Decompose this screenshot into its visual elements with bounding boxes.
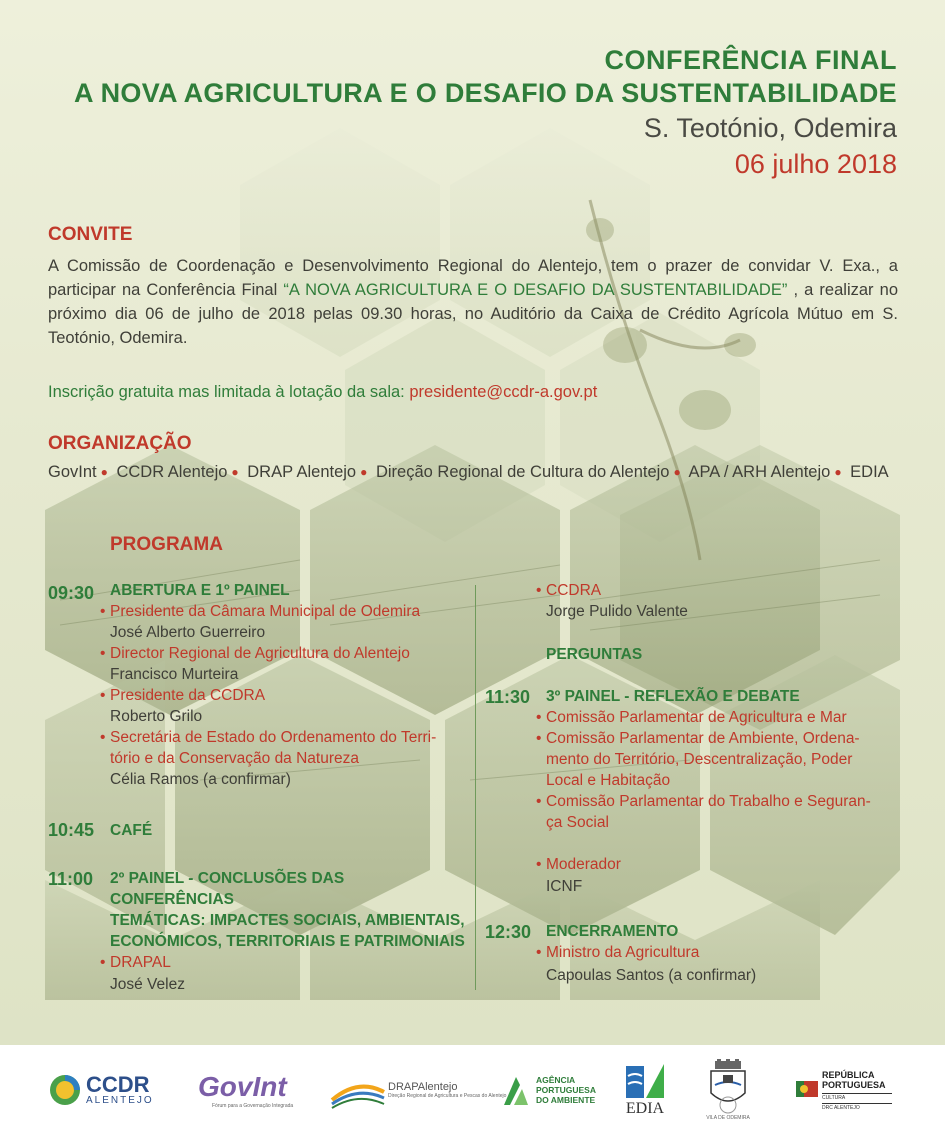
panel-member-cont: Local e Habitação xyxy=(546,772,671,789)
panel-member: • Comissão Parlamentar do Trabalho e Seguran- xyxy=(546,791,896,812)
time-1100: 11:00 xyxy=(48,869,94,889)
republica-line4: DRC ALENTEJO xyxy=(822,1104,860,1111)
speaker-name: Francisco Murteira xyxy=(110,666,239,683)
govint-logo xyxy=(198,1057,293,1123)
session-abertura xyxy=(110,580,470,790)
govint-sub: Fórum para a Governação Integrada xyxy=(212,1103,294,1109)
session-cafe xyxy=(110,820,152,841)
ccdr-sub: ALENTEJO xyxy=(86,1094,154,1106)
speaker-role: • Secretária de Estado do Ordenamento do Terri- xyxy=(110,727,470,748)
speaker-name: José Alberto Guerreiro xyxy=(110,624,266,641)
speaker-name: Roberto Grilo xyxy=(110,708,203,725)
moderator-role: • Moderador xyxy=(546,854,896,875)
apa-line2: PORTUGUESA xyxy=(536,1085,596,1095)
apa-line3: DO AMBIENTE xyxy=(536,1095,596,1105)
session-encerramento xyxy=(546,921,896,986)
time-1045: 10:45 xyxy=(48,820,95,840)
session-heading-cont: TEMÁTICAS: IMPACTES SOCIAIS, AMBIENTAIS, xyxy=(110,912,465,929)
speaker-role: • CCDRA xyxy=(546,580,896,601)
time-0930: 09:30 xyxy=(48,583,95,603)
drap-logo xyxy=(330,1057,506,1123)
event-date: 06 julho 2018 xyxy=(734,149,897,179)
bullet-icon: ● xyxy=(231,465,239,479)
ccdr-logo xyxy=(48,1057,154,1123)
speaker-name: Jorge Pulido Valente xyxy=(546,603,688,620)
apa-leaf-icon xyxy=(500,1073,530,1107)
speaker-role: • Presidente da CCDRA xyxy=(110,685,470,706)
bullet-icon: ● xyxy=(360,465,368,479)
session-heading: ENCERRAMENTO xyxy=(546,923,679,940)
edia-logo xyxy=(624,1057,666,1123)
panel-member-cont: ça Social xyxy=(546,814,609,831)
edia-emblem-icon xyxy=(624,1062,666,1100)
speaker-role: • Director Regional de Agricultura do Alentejo xyxy=(110,643,470,664)
organizer-item: DRAP Alentejo xyxy=(247,463,357,481)
speaker-name: Capoulas Santos (a confirmar) xyxy=(546,967,757,984)
registration-email-link[interactable]: presidente@ccdr-a.gov.pt xyxy=(409,383,598,401)
convite-title: CONVITE xyxy=(48,224,133,245)
speaker-role: • Presidente da Câmara Municipal de Odemira xyxy=(110,601,470,622)
convite-conference-name: “A NOVA AGRICULTURA E O DESAFIO DA SUSTENTABILIDADE” xyxy=(283,281,788,299)
panel-member: • Comissão Parlamentar de Agricultura e Mar xyxy=(546,707,896,728)
conference-label: CONFERÊNCIA FINAL xyxy=(604,45,897,75)
ccdr-emblem-icon xyxy=(48,1073,82,1107)
edia-name: EDIA xyxy=(625,1100,665,1117)
drap-swoosh-icon xyxy=(330,1070,386,1110)
bullet-icon: ● xyxy=(100,465,108,479)
republica-line2: PORTUGUESA xyxy=(822,1079,886,1090)
organizers-list xyxy=(48,463,889,482)
perguntas-heading: PERGUNTAS xyxy=(546,646,643,663)
time-1130: 11:30 xyxy=(485,687,531,707)
session-heading: ABERTURA E 1º PAINEL xyxy=(110,582,290,599)
bullet-icon: ● xyxy=(673,465,681,479)
drap-sub: Direção Regional de Agricultura e Pescas do Alentejo xyxy=(388,1093,507,1099)
footer-logos xyxy=(0,1045,945,1134)
speaker-name: José Velez xyxy=(110,976,185,993)
speaker-role: • Ministro da Agricultura xyxy=(546,942,896,963)
registration-label: Inscrição gratuita mas limitada à lotação da sala: xyxy=(48,383,410,401)
organizer-item: Direção Regional de Cultura do Alentejo xyxy=(375,463,670,481)
speaker-role-cont: tório e da Conservação da Natureza xyxy=(110,750,360,767)
event-location: S. Teotónio, Odemira xyxy=(643,113,897,143)
session-heading: CAFÉ xyxy=(110,822,153,839)
apa-logo xyxy=(500,1057,596,1123)
organizer-item: CCDR Alentejo xyxy=(116,463,228,481)
organizer-item: APA / ARH Alentejo xyxy=(688,463,831,481)
republica-line1: REPÚBLICA xyxy=(822,1069,875,1080)
govint-name: GovInt xyxy=(198,1071,287,1102)
session-heading: 3º PAINEL - REFLEXÃO E DEBATE xyxy=(546,688,800,705)
convite-text-part2: , a realizar no próximo dia 06 de julho de 2018 pelas 09.30 horas, no Auditório da Caixa de Crédito Agrícola Mútuo em S. Teotónio, Odemira. xyxy=(48,281,898,347)
convite-text xyxy=(48,254,898,350)
programa-title: PROGRAMA xyxy=(110,534,223,555)
organizacao-title: ORGANIZAÇÃO xyxy=(48,433,192,454)
time-1230: 12:30 xyxy=(485,922,532,942)
drap-name: DRAPAlentejo xyxy=(388,1081,458,1093)
event-header xyxy=(74,44,897,182)
registration-line xyxy=(48,383,597,402)
panel-member: • Comissão Parlamentar de Ambiente, Ordena- xyxy=(546,728,896,749)
odemira-logo xyxy=(705,1057,751,1123)
speaker-name: Célia Ramos (a confirmar) xyxy=(110,771,291,788)
perguntas-block xyxy=(546,644,642,665)
republica-logo xyxy=(796,1057,892,1123)
session-2-painel xyxy=(110,868,470,995)
apa-line1: AGÊNCIA xyxy=(536,1075,576,1085)
republica-line3: CULTURA xyxy=(822,1094,846,1101)
odemira-coat-of-arms-icon xyxy=(705,1059,751,1115)
convite-text-part1: A Comissão de Coordenação e Desenvolvimento Regional do Alentejo, tem o prazer de convidar V. Exa., a participar na Conferência Final xyxy=(48,257,898,299)
panel-member-cont: mento do Território, Descentralização, Poder xyxy=(546,751,853,768)
session-3-painel xyxy=(546,686,896,897)
portugal-flag-icon xyxy=(796,1079,818,1101)
organizer-item: GovInt xyxy=(48,463,97,481)
organizer-item: EDIA xyxy=(850,463,889,481)
ccdr-name: CCDR xyxy=(86,1071,150,1097)
program-column-divider xyxy=(475,585,476,990)
bullet-icon: ● xyxy=(834,465,842,479)
session-continuation xyxy=(546,580,896,622)
moderator-name: ICNF xyxy=(546,878,583,895)
odemira-name: VILA DE ODEMIRA xyxy=(706,1115,750,1121)
session-heading: 2º PAINEL - CONCLUSÕES DAS CONFERÊNCIAS xyxy=(110,870,345,908)
conference-title: A NOVA AGRICULTURA E O DESAFIO DA SUSTENTABILIDADE xyxy=(74,78,897,108)
session-heading-cont: ECONÓMICOS, TERRITORIAIS E PATRIMONIAIS xyxy=(110,933,465,950)
speaker-role: • DRAPAL xyxy=(110,952,470,973)
